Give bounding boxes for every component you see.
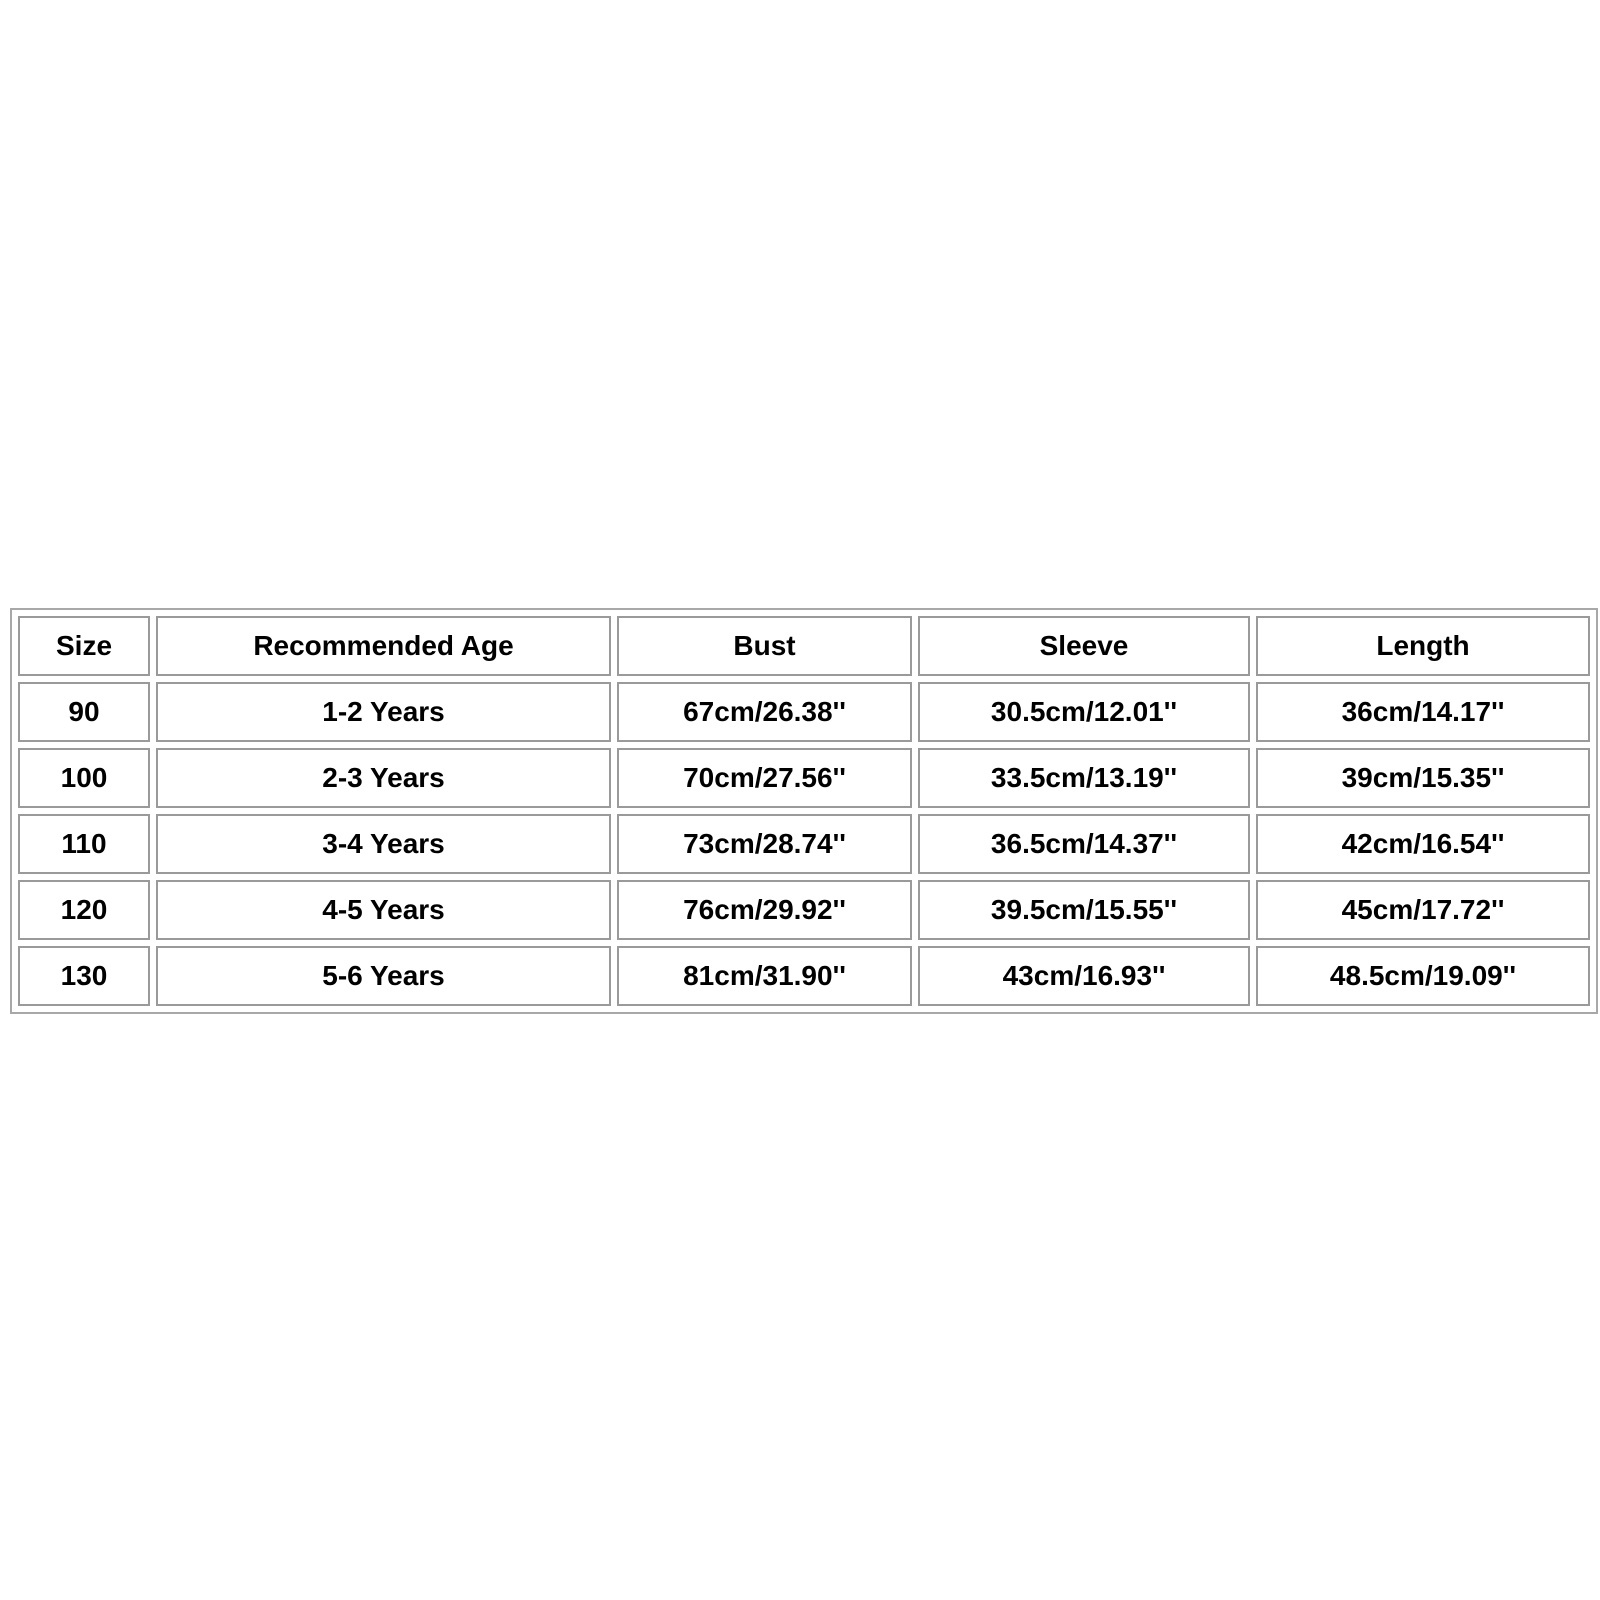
- cell-size: 110: [18, 814, 150, 874]
- cell-length: 42cm/16.54'': [1256, 814, 1590, 874]
- cell-sleeve: 33.5cm/13.19'': [918, 748, 1250, 808]
- cell-recommended-age: 3-4 Years: [156, 814, 611, 874]
- cell-size: 90: [18, 682, 150, 742]
- cell-bust: 76cm/29.92'': [617, 880, 912, 940]
- cell-sleeve: 43cm/16.93'': [918, 946, 1250, 1006]
- table-row: [18, 748, 1590, 808]
- cell-length: 45cm/17.72'': [1256, 880, 1590, 940]
- header-length: Length: [1256, 616, 1590, 676]
- table-header-row: [18, 616, 1590, 676]
- size-chart-table: [10, 608, 1598, 1014]
- cell-size: 130: [18, 946, 150, 1006]
- header-sleeve: Sleeve: [918, 616, 1250, 676]
- header-size: Size: [18, 616, 150, 676]
- cell-sleeve: 39.5cm/15.55'': [918, 880, 1250, 940]
- cell-bust: 81cm/31.90'': [617, 946, 912, 1006]
- table-row: [18, 946, 1590, 1006]
- table-row: [18, 880, 1590, 940]
- cell-sleeve: 36.5cm/14.37'': [918, 814, 1250, 874]
- cell-length: 36cm/14.17'': [1256, 682, 1590, 742]
- cell-size: 120: [18, 880, 150, 940]
- cell-bust: 73cm/28.74'': [617, 814, 912, 874]
- cell-sleeve: 30.5cm/12.01'': [918, 682, 1250, 742]
- cell-recommended-age: 1-2 Years: [156, 682, 611, 742]
- cell-length: 39cm/15.35'': [1256, 748, 1590, 808]
- table-row: [18, 682, 1590, 742]
- header-bust: Bust: [617, 616, 912, 676]
- cell-recommended-age: 4-5 Years: [156, 880, 611, 940]
- cell-bust: 67cm/26.38'': [617, 682, 912, 742]
- cell-recommended-age: 2-3 Years: [156, 748, 611, 808]
- table-row: [18, 814, 1590, 874]
- cell-bust: 70cm/27.56'': [617, 748, 912, 808]
- header-recommended-age: Recommended Age: [156, 616, 611, 676]
- cell-length: 48.5cm/19.09'': [1256, 946, 1590, 1006]
- cell-recommended-age: 5-6 Years: [156, 946, 611, 1006]
- cell-size: 100: [18, 748, 150, 808]
